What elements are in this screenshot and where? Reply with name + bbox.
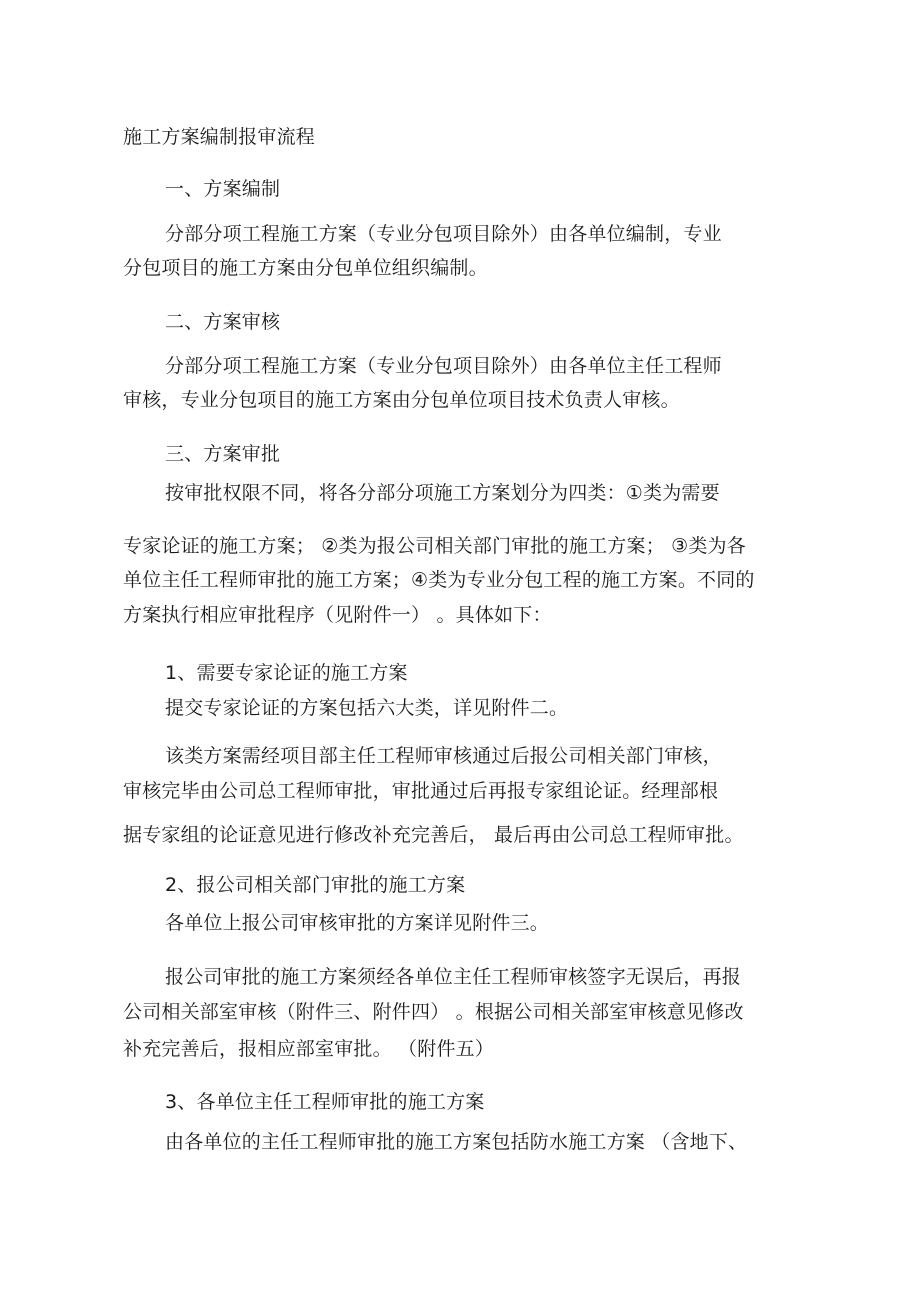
paragraph-line: 分部分项工程施工方案（专业分包项目除外）由各单位主任工程师 — [165, 355, 722, 377]
paragraph-line: 报公司审批的施工方案须经各单位主任工程师审核签字无误后，再报 — [165, 966, 742, 988]
section-heading-1: 一、方案编制 — [165, 178, 281, 200]
paragraph-line: 方案执行相应审批程序（见附件一） 。具体如下： — [123, 604, 552, 626]
paragraph-line: 单位主任工程师审批的施工方案；④类为专业分包工程的施工方案。不同的 — [123, 569, 755, 591]
section-heading-3: 三、方案审批 — [165, 443, 281, 465]
subsection-heading-1: 1、需要专家论证的施工方案 — [165, 662, 408, 684]
subsection-heading-3: 3、各单位主任工程师审批的施工方案 — [165, 1091, 485, 1113]
subsection-intro: 各单位上报公司审核审批的方案详见附件三。 — [165, 912, 550, 934]
section-heading-2: 二、方案审核 — [165, 311, 281, 333]
subsection-intro: 由各单位的主任工程师审批的施工方案包括防水施工方案 （含地下、 — [165, 1131, 748, 1153]
subsection-intro: 提交专家论证的方案包括六大类，详见附件二。 — [165, 697, 569, 719]
subsection-heading-2: 2、报公司相关部门审批的施工方案 — [165, 874, 466, 896]
paragraph-line: 补充完善后，报相应部室审批。 （附件五） — [123, 1038, 495, 1060]
paragraph-line: 据专家组的论证意见进行修改补充完善后， 最后再由公司总工程师审批。 — [123, 824, 744, 846]
paragraph-line: 分部分项工程施工方案（专业分包项目除外）由各单位编制，专业 — [165, 223, 722, 245]
paragraph-line: 该类方案需经项目部主任工程师审核通过后报公司相关部门审核， — [165, 745, 722, 767]
paragraph-line: 审核，专业分包项目的施工方案由分包单位项目技术负责人审核。 — [123, 389, 680, 411]
paragraph-line: 按审批权限不同，将各分部分项施工方案划分为四类：①类为需要 — [165, 482, 720, 504]
paragraph-line: 专家论证的施工方案； ②类为报公司相关部门审批的施工方案； ③类为各 — [123, 535, 746, 557]
paragraph-line: 分包项目的施工方案由分包单位组织编制。 — [123, 257, 488, 279]
document-title: 施工方案编制报审流程 — [123, 126, 316, 148]
paragraph-line: 公司相关部室审核（附件三、附件四） 。根据公司相关部室审核意见修改 — [123, 1001, 744, 1023]
paragraph-line: 审核完毕由公司总工程师审批，审批通过后再报专家组论证。经理部根 — [123, 780, 719, 802]
